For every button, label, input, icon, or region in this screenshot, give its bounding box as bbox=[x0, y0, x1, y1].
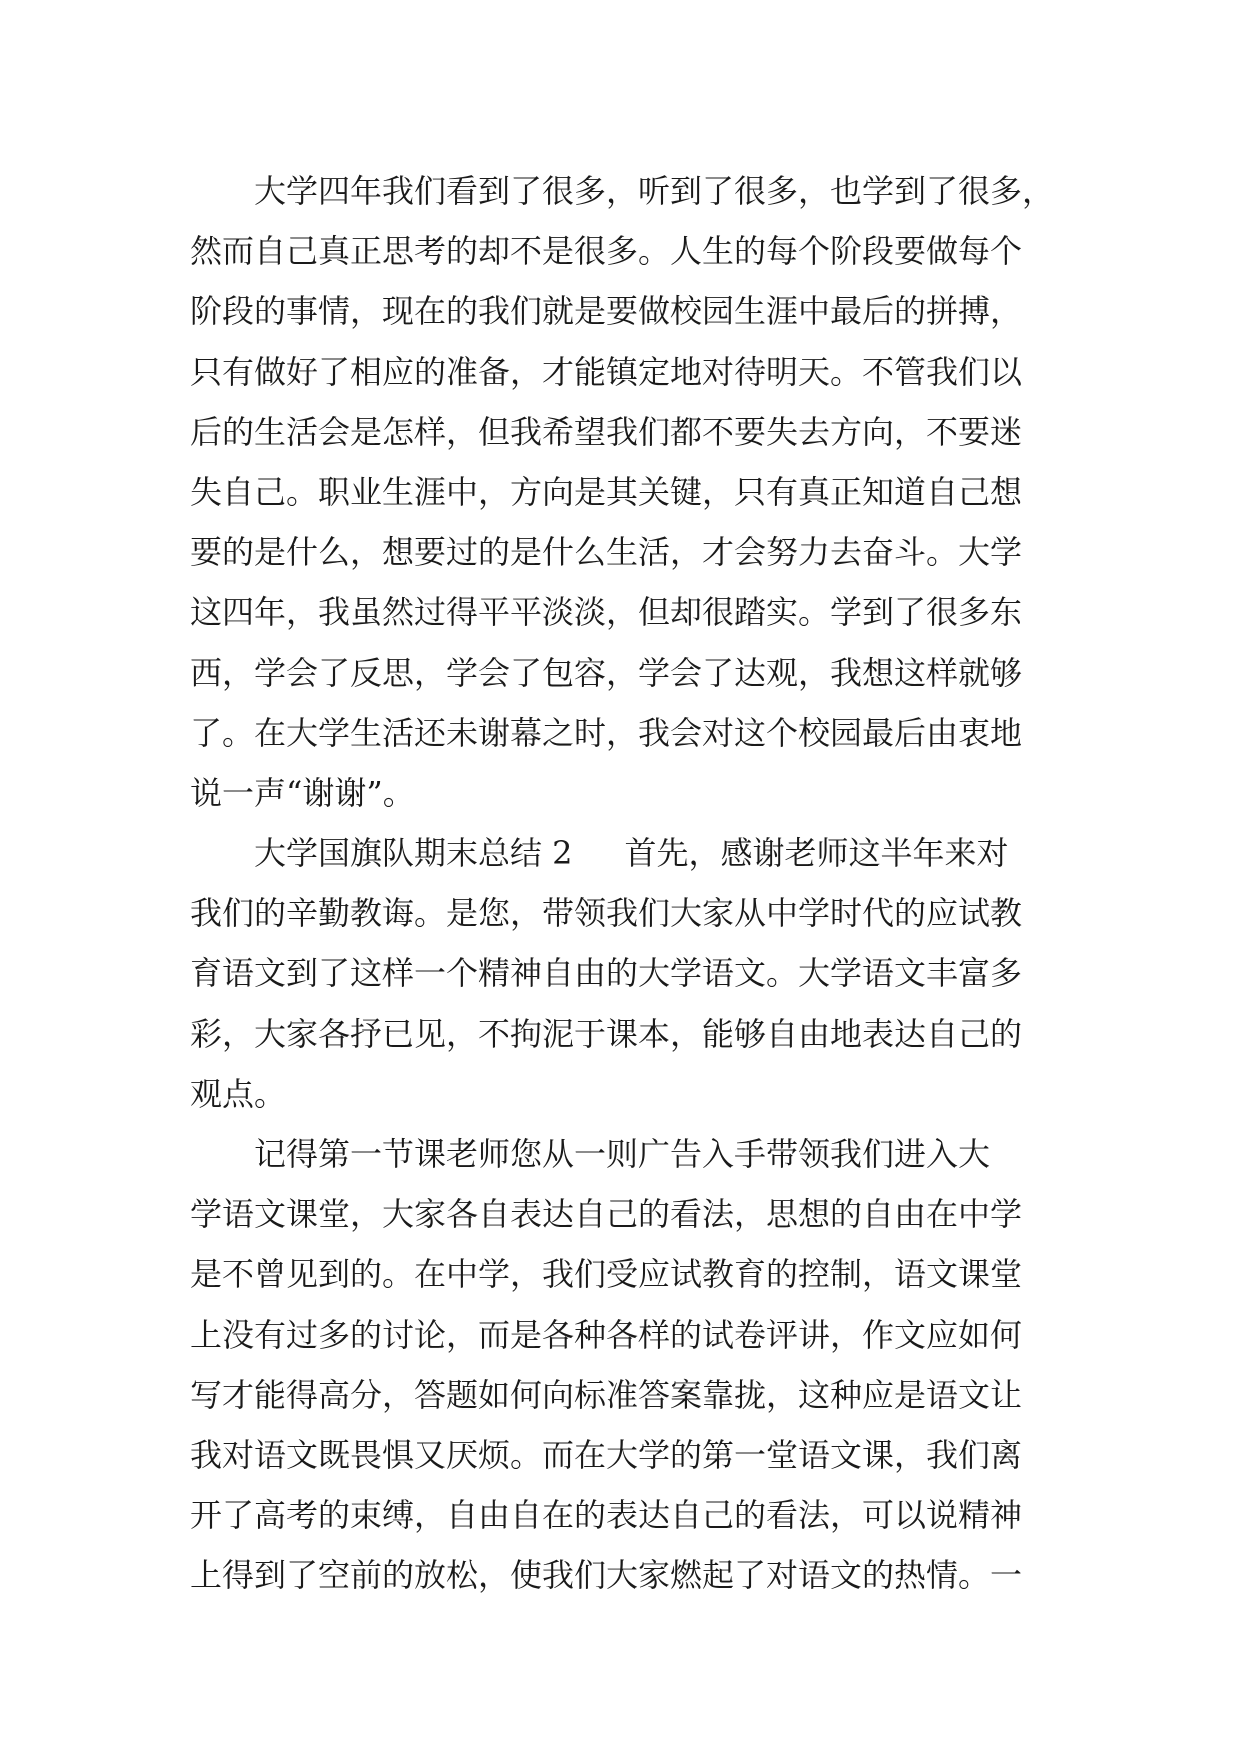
paragraph-first-class bbox=[190, 1124, 1070, 1606]
text-line: 上得到了空前的放松，使我们大家燃起了对语文的热情。一 bbox=[190, 1556, 1023, 1595]
text-line: 后的生活会是怎样，但我希望我们都不要失去方向，不要迷 bbox=[190, 412, 1023, 451]
text-line: 我们的辛勤教诲。是您，带领我们大家从中学时代的应试教 bbox=[190, 894, 1023, 933]
text-line: 记得第一节课老师您从一则广告入手带领我们进入大 bbox=[254, 1135, 991, 1173]
text-line: 大学四年我们看到了很多，听到了很多，也学到了很多， bbox=[254, 172, 1055, 210]
text-line: 彩，大家各抒已见，不拘泥于课本，能够自由地表达自己的 bbox=[190, 1014, 1023, 1053]
text-line: 上没有过多的讨论，而是各种各样的试卷评讲，作文应如何 bbox=[190, 1315, 1023, 1354]
text-line: 阶段的事情，现在的我们就是要做校园生涯中最后的拼搏， bbox=[190, 292, 1023, 331]
text-line: 开了高考的束缚，自由自在的表达自己的看法，可以说精神 bbox=[190, 1496, 1023, 1535]
document-body bbox=[190, 161, 1070, 1606]
text-line: 这四年，我虽然过得平平淡淡，但却很踏实。学到了很多东 bbox=[190, 593, 1023, 632]
heading-line-text: 首先，感谢老师这半年来对 bbox=[624, 834, 1009, 873]
text-line: 育语文到了这样一个精神自由的大学语文。大学语文丰富多 bbox=[190, 954, 1023, 993]
paragraph-reflection bbox=[190, 161, 1070, 823]
text-line: 失自己。职业生涯中，方向是其关键，只有真正知道自己想 bbox=[190, 472, 1023, 511]
text-line: 我对语文既畏惧又厌烦。而在大学的第一堂语文课，我们离 bbox=[190, 1435, 1023, 1474]
section-heading: 大学国旗队期末总结 2 bbox=[254, 834, 573, 873]
paragraph-summary-2 bbox=[190, 823, 1070, 1124]
text-line: 说一声“谢谢”。 bbox=[190, 773, 415, 812]
text-line: 了。在大学生活还未谢幕之时，我会对这个校园最后由衷地 bbox=[190, 713, 1023, 752]
text-line: 西，学会了反思，学会了包容，学会了达观，我想这样就够 bbox=[190, 653, 1023, 692]
text-line: 只有做好了相应的准备，才能镇定地对待明天。不管我们以 bbox=[190, 352, 1023, 391]
section-heading-line bbox=[190, 823, 1070, 883]
text-line: 然而自己真正思考的却不是很多。人生的每个阶段要做每个 bbox=[190, 232, 1023, 271]
text-line: 是不曾见到的。在中学，我们受应试教育的控制，语文课堂 bbox=[190, 1255, 1023, 1294]
text-line: 学语文课堂，大家各自表达自己的看法，思想的自由在中学 bbox=[190, 1195, 1023, 1234]
text-line: 写才能得高分，答题如何向标准答案靠拢，这种应是语文让 bbox=[190, 1375, 1023, 1414]
text-line: 观点。 bbox=[190, 1074, 287, 1113]
text-line: 要的是什么，想要过的是什么生活，才会努力去奋斗。大学 bbox=[190, 533, 1023, 572]
